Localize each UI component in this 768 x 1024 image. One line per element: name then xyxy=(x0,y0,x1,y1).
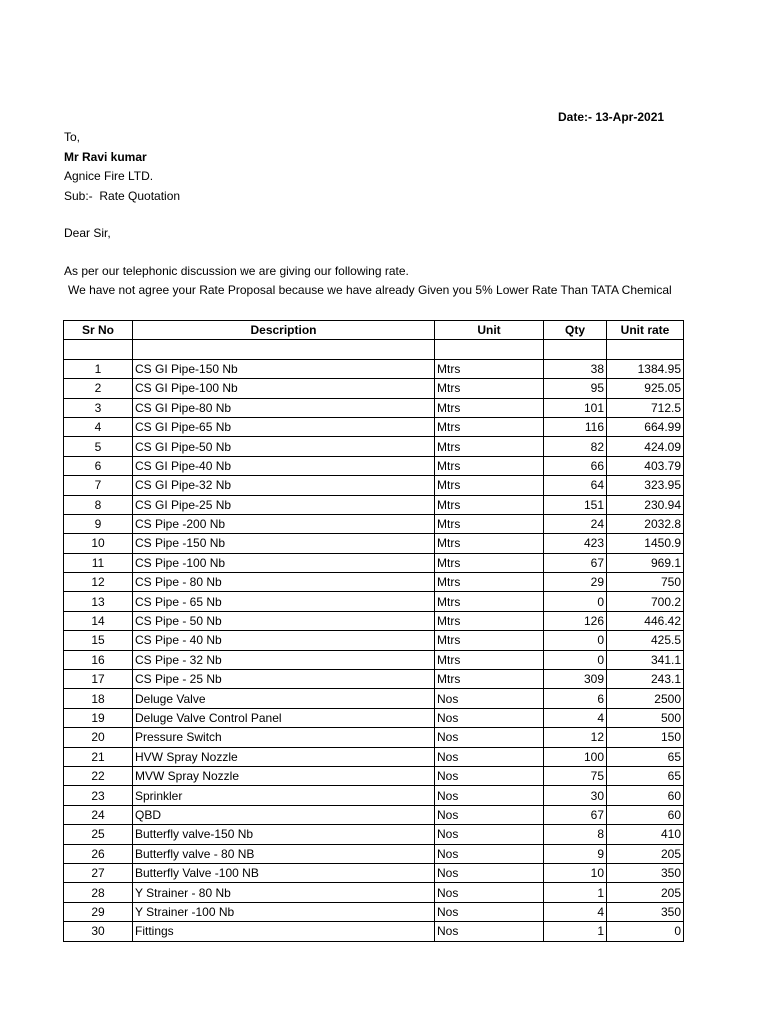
header-qty: Qty xyxy=(544,321,607,340)
cell-unit: Mtrs xyxy=(435,398,544,417)
cell-sr-no: 18 xyxy=(64,689,133,708)
cell-unit: Mtrs xyxy=(435,573,544,592)
cell-qty: 38 xyxy=(544,359,607,378)
recipient-name: Mr Ravi kumar xyxy=(64,149,147,164)
cell-unit: Mtrs xyxy=(435,514,544,533)
cell-description: Butterfly valve - 80 NB xyxy=(133,844,435,863)
cell-unit: Mtrs xyxy=(435,592,544,611)
spacer-cell xyxy=(64,340,133,359)
cell-sr-no: 5 xyxy=(64,437,133,456)
cell-unit-rate: 700.2 xyxy=(607,592,684,611)
cell-sr-no: 15 xyxy=(64,631,133,650)
cell-unit: Mtrs xyxy=(435,670,544,689)
cell-description: Sprinkler xyxy=(133,786,435,805)
cell-sr-no: 29 xyxy=(64,902,133,921)
cell-unit: Mtrs xyxy=(435,495,544,514)
cell-qty: 95 xyxy=(544,379,607,398)
table-row xyxy=(64,631,684,650)
cell-sr-no: 4 xyxy=(64,417,133,436)
cell-sr-no: 2 xyxy=(64,379,133,398)
table-row xyxy=(64,670,684,689)
cell-description: Deluge Valve xyxy=(133,689,435,708)
cell-unit-rate: 0 xyxy=(607,922,684,941)
table-row xyxy=(64,398,684,417)
cell-description: CS Pipe -200 Nb xyxy=(133,514,435,533)
cell-description: CS Pipe - 40 Nb xyxy=(133,631,435,650)
cell-description: CS Pipe - 80 Nb xyxy=(133,573,435,592)
cell-sr-no: 1 xyxy=(64,359,133,378)
spacer-cell xyxy=(544,340,607,359)
cell-qty: 82 xyxy=(544,437,607,456)
cell-description: CS GI Pipe-40 Nb xyxy=(133,456,435,475)
cell-sr-no: 24 xyxy=(64,805,133,824)
table-row xyxy=(64,553,684,572)
table-row xyxy=(64,456,684,475)
cell-unit: Nos xyxy=(435,922,544,941)
paragraph-note: We have not agree your Rate Proposal because we have already Given you 5% Lower Rate Than TATA Chemical xyxy=(68,283,672,297)
cell-unit: Nos xyxy=(435,863,544,882)
cell-sr-no: 6 xyxy=(64,456,133,475)
cell-unit: Nos xyxy=(435,883,544,902)
cell-description: CS GI Pipe-32 Nb xyxy=(133,476,435,495)
spacer-cell xyxy=(435,340,544,359)
cell-description: CS GI Pipe-25 Nb xyxy=(133,495,435,514)
cell-description: CS Pipe -100 Nb xyxy=(133,553,435,572)
cell-unit: Mtrs xyxy=(435,631,544,650)
cell-sr-no: 14 xyxy=(64,611,133,630)
cell-unit-rate: 2500 xyxy=(607,689,684,708)
to-line: To, xyxy=(64,130,81,144)
cell-qty: 66 xyxy=(544,456,607,475)
table-row xyxy=(64,766,684,785)
cell-unit-rate: 65 xyxy=(607,747,684,766)
table-row xyxy=(64,495,684,514)
cell-sr-no: 10 xyxy=(64,534,133,553)
cell-unit: Nos xyxy=(435,786,544,805)
cell-description: Pressure Switch xyxy=(133,728,435,747)
cell-description: Deluge Valve Control Panel xyxy=(133,708,435,727)
cell-qty: 6 xyxy=(544,689,607,708)
cell-sr-no: 16 xyxy=(64,650,133,669)
cell-unit-rate: 60 xyxy=(607,786,684,805)
table-row xyxy=(64,708,684,727)
cell-unit-rate: 500 xyxy=(607,708,684,727)
cell-description: CS GI Pipe-65 Nb xyxy=(133,417,435,436)
cell-qty: 101 xyxy=(544,398,607,417)
cell-sr-no: 23 xyxy=(64,786,133,805)
cell-qty: 309 xyxy=(544,670,607,689)
cell-description: QBD xyxy=(133,805,435,824)
cell-unit: Nos xyxy=(435,805,544,824)
cell-unit-rate: 425.5 xyxy=(607,631,684,650)
cell-qty: 10 xyxy=(544,863,607,882)
cell-sr-no: 11 xyxy=(64,553,133,572)
cell-sr-no: 27 xyxy=(64,863,133,882)
company-name: Agnice Fire LTD. xyxy=(64,169,154,183)
cell-unit-rate: 424.09 xyxy=(607,437,684,456)
cell-qty: 24 xyxy=(544,514,607,533)
cell-sr-no: 13 xyxy=(64,592,133,611)
table-row xyxy=(64,379,684,398)
table-row xyxy=(64,437,684,456)
cell-qty: 116 xyxy=(544,417,607,436)
cell-unit: Nos xyxy=(435,766,544,785)
table-row xyxy=(64,747,684,766)
cell-unit-rate: 243.1 xyxy=(607,670,684,689)
cell-sr-no: 25 xyxy=(64,825,133,844)
cell-unit-rate: 1450.9 xyxy=(607,534,684,553)
cell-unit-rate: 925.05 xyxy=(607,379,684,398)
cell-description: Y Strainer -100 Nb xyxy=(133,902,435,921)
cell-unit-rate: 205 xyxy=(607,883,684,902)
cell-unit-rate: 341.1 xyxy=(607,650,684,669)
cell-qty: 151 xyxy=(544,495,607,514)
header-unit-rate: Unit rate xyxy=(607,321,684,340)
cell-qty: 0 xyxy=(544,631,607,650)
cell-unit-rate: 410 xyxy=(607,825,684,844)
cell-unit-rate: 446.42 xyxy=(607,611,684,630)
table-body xyxy=(64,359,684,941)
table-row xyxy=(64,805,684,824)
cell-qty: 64 xyxy=(544,476,607,495)
cell-unit: Mtrs xyxy=(435,650,544,669)
cell-unit: Nos xyxy=(435,902,544,921)
cell-unit-rate: 712.5 xyxy=(607,398,684,417)
cell-description: CS Pipe -150 Nb xyxy=(133,534,435,553)
table-row xyxy=(64,825,684,844)
cell-unit-rate: 150 xyxy=(607,728,684,747)
cell-sr-no: 17 xyxy=(64,670,133,689)
cell-unit-rate: 65 xyxy=(607,766,684,785)
cell-unit: Mtrs xyxy=(435,456,544,475)
table-row xyxy=(64,417,684,436)
cell-qty: 67 xyxy=(544,553,607,572)
cell-description: HVW Spray Nozzle xyxy=(133,747,435,766)
table-header-row xyxy=(64,321,684,340)
table-row xyxy=(64,689,684,708)
header-unit: Unit xyxy=(435,321,544,340)
cell-description: CS Pipe - 65 Nb xyxy=(133,592,435,611)
cell-unit: Mtrs xyxy=(435,359,544,378)
table-row xyxy=(64,883,684,902)
cell-description: CS Pipe - 50 Nb xyxy=(133,611,435,630)
table-row xyxy=(64,844,684,863)
cell-qty: 67 xyxy=(544,805,607,824)
cell-unit-rate: 403.79 xyxy=(607,456,684,475)
date-line: Date:- 13-Apr-2021 xyxy=(558,110,665,124)
cell-sr-no: 9 xyxy=(64,514,133,533)
cell-qty: 29 xyxy=(544,573,607,592)
cell-sr-no: 12 xyxy=(64,573,133,592)
cell-sr-no: 30 xyxy=(64,922,133,941)
cell-unit-rate: 2032.8 xyxy=(607,514,684,533)
paragraph-intro: As per our telephonic discussion we are giving our following rate. xyxy=(64,264,409,278)
cell-unit: Nos xyxy=(435,728,544,747)
cell-sr-no: 28 xyxy=(64,883,133,902)
cell-qty: 8 xyxy=(544,825,607,844)
cell-qty: 1 xyxy=(544,922,607,941)
cell-qty: 12 xyxy=(544,728,607,747)
table-row xyxy=(64,922,684,941)
cell-unit: Nos xyxy=(435,747,544,766)
table-row xyxy=(64,573,684,592)
rate-table xyxy=(63,320,684,942)
cell-qty: 100 xyxy=(544,747,607,766)
cell-unit: Nos xyxy=(435,708,544,727)
cell-qty: 9 xyxy=(544,844,607,863)
cell-unit: Mtrs xyxy=(435,476,544,495)
cell-qty: 0 xyxy=(544,650,607,669)
cell-sr-no: 26 xyxy=(64,844,133,863)
cell-qty: 4 xyxy=(544,708,607,727)
cell-sr-no: 8 xyxy=(64,495,133,514)
table-row xyxy=(64,902,684,921)
cell-unit-rate: 323.95 xyxy=(607,476,684,495)
cell-qty: 423 xyxy=(544,534,607,553)
cell-description: CS GI Pipe-150 Nb xyxy=(133,359,435,378)
table-row xyxy=(64,728,684,747)
cell-unit-rate: 60 xyxy=(607,805,684,824)
cell-description: CS Pipe - 25 Nb xyxy=(133,670,435,689)
cell-description: MVW Spray Nozzle xyxy=(133,766,435,785)
cell-sr-no: 19 xyxy=(64,708,133,727)
cell-unit: Nos xyxy=(435,825,544,844)
cell-unit-rate: 350 xyxy=(607,902,684,921)
cell-qty: 75 xyxy=(544,766,607,785)
cell-description: Butterfly valve-150 Nb xyxy=(133,825,435,844)
header-sr-no: Sr No xyxy=(64,321,133,340)
cell-qty: 126 xyxy=(544,611,607,630)
cell-sr-no: 7 xyxy=(64,476,133,495)
cell-unit: Mtrs xyxy=(435,417,544,436)
table-row xyxy=(64,359,684,378)
spacer-cell xyxy=(607,340,684,359)
cell-sr-no: 3 xyxy=(64,398,133,417)
table-row xyxy=(64,534,684,553)
header-description: Description xyxy=(133,321,435,340)
table-row xyxy=(64,863,684,882)
cell-unit-rate: 750 xyxy=(607,573,684,592)
cell-qty: 30 xyxy=(544,786,607,805)
address-block xyxy=(64,128,180,206)
cell-description: Fittings xyxy=(133,922,435,941)
table-row xyxy=(64,611,684,630)
cell-unit-rate: 350 xyxy=(607,863,684,882)
cell-sr-no: 20 xyxy=(64,728,133,747)
cell-unit: Mtrs xyxy=(435,379,544,398)
cell-unit: Mtrs xyxy=(435,611,544,630)
cell-unit: Mtrs xyxy=(435,534,544,553)
table-row xyxy=(64,592,684,611)
table-row xyxy=(64,476,684,495)
table-spacer-row xyxy=(64,340,684,359)
salutation: Dear Sir, xyxy=(64,226,111,240)
cell-description: Y Strainer - 80 Nb xyxy=(133,883,435,902)
cell-unit-rate: 205 xyxy=(607,844,684,863)
cell-description: CS GI Pipe-80 Nb xyxy=(133,398,435,417)
cell-description: Butterfly Valve -100 NB xyxy=(133,863,435,882)
cell-unit-rate: 664.99 xyxy=(607,417,684,436)
spacer-cell xyxy=(133,340,435,359)
cell-unit-rate: 969.1 xyxy=(607,553,684,572)
cell-description: CS GI Pipe-50 Nb xyxy=(133,437,435,456)
cell-qty: 0 xyxy=(544,592,607,611)
cell-qty: 1 xyxy=(544,883,607,902)
table-row xyxy=(64,650,684,669)
cell-description: CS GI Pipe-100 Nb xyxy=(133,379,435,398)
cell-unit: Nos xyxy=(435,844,544,863)
table-row xyxy=(64,786,684,805)
table-row xyxy=(64,514,684,533)
cell-unit-rate: 1384.95 xyxy=(607,359,684,378)
subject-line: Sub:- Rate Quotation xyxy=(64,188,181,203)
cell-sr-no: 22 xyxy=(64,766,133,785)
cell-unit: Nos xyxy=(435,689,544,708)
cell-unit: Mtrs xyxy=(435,553,544,572)
cell-unit: Mtrs xyxy=(435,437,544,456)
cell-description: CS Pipe - 32 Nb xyxy=(133,650,435,669)
cell-sr-no: 21 xyxy=(64,747,133,766)
cell-qty: 4 xyxy=(544,902,607,921)
cell-unit-rate: 230.94 xyxy=(607,495,684,514)
